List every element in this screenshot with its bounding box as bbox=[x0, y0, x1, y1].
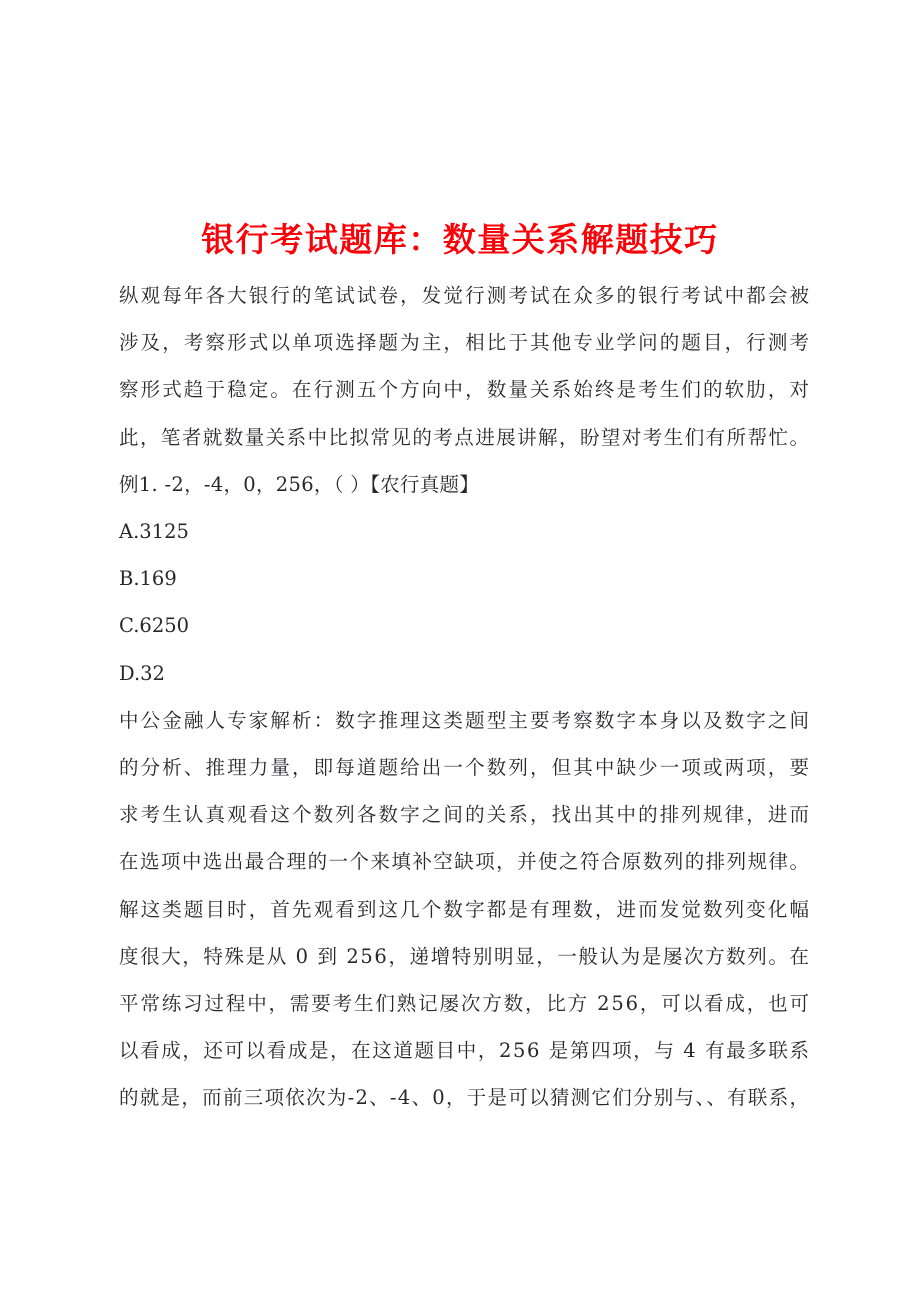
question-options bbox=[119, 508, 809, 697]
explanation-line-1: 中公金融人专家解析：数字推理这类题型主要考察数字本身以及数字之间 bbox=[119, 708, 812, 732]
explanation-line-8: 以看成，还可以看成是，在这道题目中，256 是第四项，与 4 有最多联系 bbox=[119, 1039, 811, 1063]
explanation-line-9: 的就是，而前三项依次为-2、-4、0，于是可以猜测它们分别与、、有联系， bbox=[119, 1086, 811, 1110]
intro-line-1: 纵观每年各大银行的笔试试卷，发觉行测考试在众多的银行考试中都会被 bbox=[119, 284, 812, 307]
option-a[interactable]: A.3125 bbox=[119, 520, 189, 544]
intro-line-4: 此，笔者就数量关系中比拟常见的考点进展讲解，盼望对考生们有所帮忙。 bbox=[119, 425, 811, 449]
option-c[interactable]: C.6250 bbox=[119, 614, 190, 638]
intro-line-3: 察形式趋于稳定。在行测五个方向中，数量关系始终是考生们的软肋，对 bbox=[119, 378, 812, 402]
intro-paragraph bbox=[119, 272, 812, 461]
explanation-paragraph bbox=[119, 697, 812, 1122]
explanation-line-7: 平常练习过程中，需要考生们熟记屡次方数，比方 256，可以看成，也可 bbox=[119, 992, 811, 1016]
document-body bbox=[119, 272, 812, 1122]
explanation-line-4: 在选项中选出最合理的一个来填补空缺项，并使之符合原数列的排列规律。 bbox=[119, 850, 811, 874]
explanation-line-2: 的分析、推理力量，即每道题给出一个数列，但其中缺少一项或两项，要 bbox=[119, 756, 812, 780]
explanation-line-5: 解这类题目时，首先观看到这几个数字都是有理数，进而发觉数列变化幅 bbox=[119, 897, 812, 921]
page-title: 银行考试题库：数量关系解题技巧 bbox=[201, 220, 719, 260]
question-line: 例1. -2，-4，0，256，（ ）【农行真题】 bbox=[119, 472, 480, 496]
explanation-line-6: 度很大，特殊是从 0 到 256，递增特别明显，一般认为是屡次方数列。在 bbox=[119, 944, 811, 968]
option-d[interactable]: D.32 bbox=[119, 661, 165, 685]
explanation-line-3: 求考生认真观看这个数列各数字之间的关系，找出其中的排列规律，进而 bbox=[119, 803, 812, 827]
option-b[interactable]: B.169 bbox=[119, 567, 177, 591]
intro-line-2: 涉及，考察形式以单项选择题为主，相比于其他专业学问的题目，行测考 bbox=[119, 331, 812, 355]
question-stem bbox=[119, 461, 809, 508]
